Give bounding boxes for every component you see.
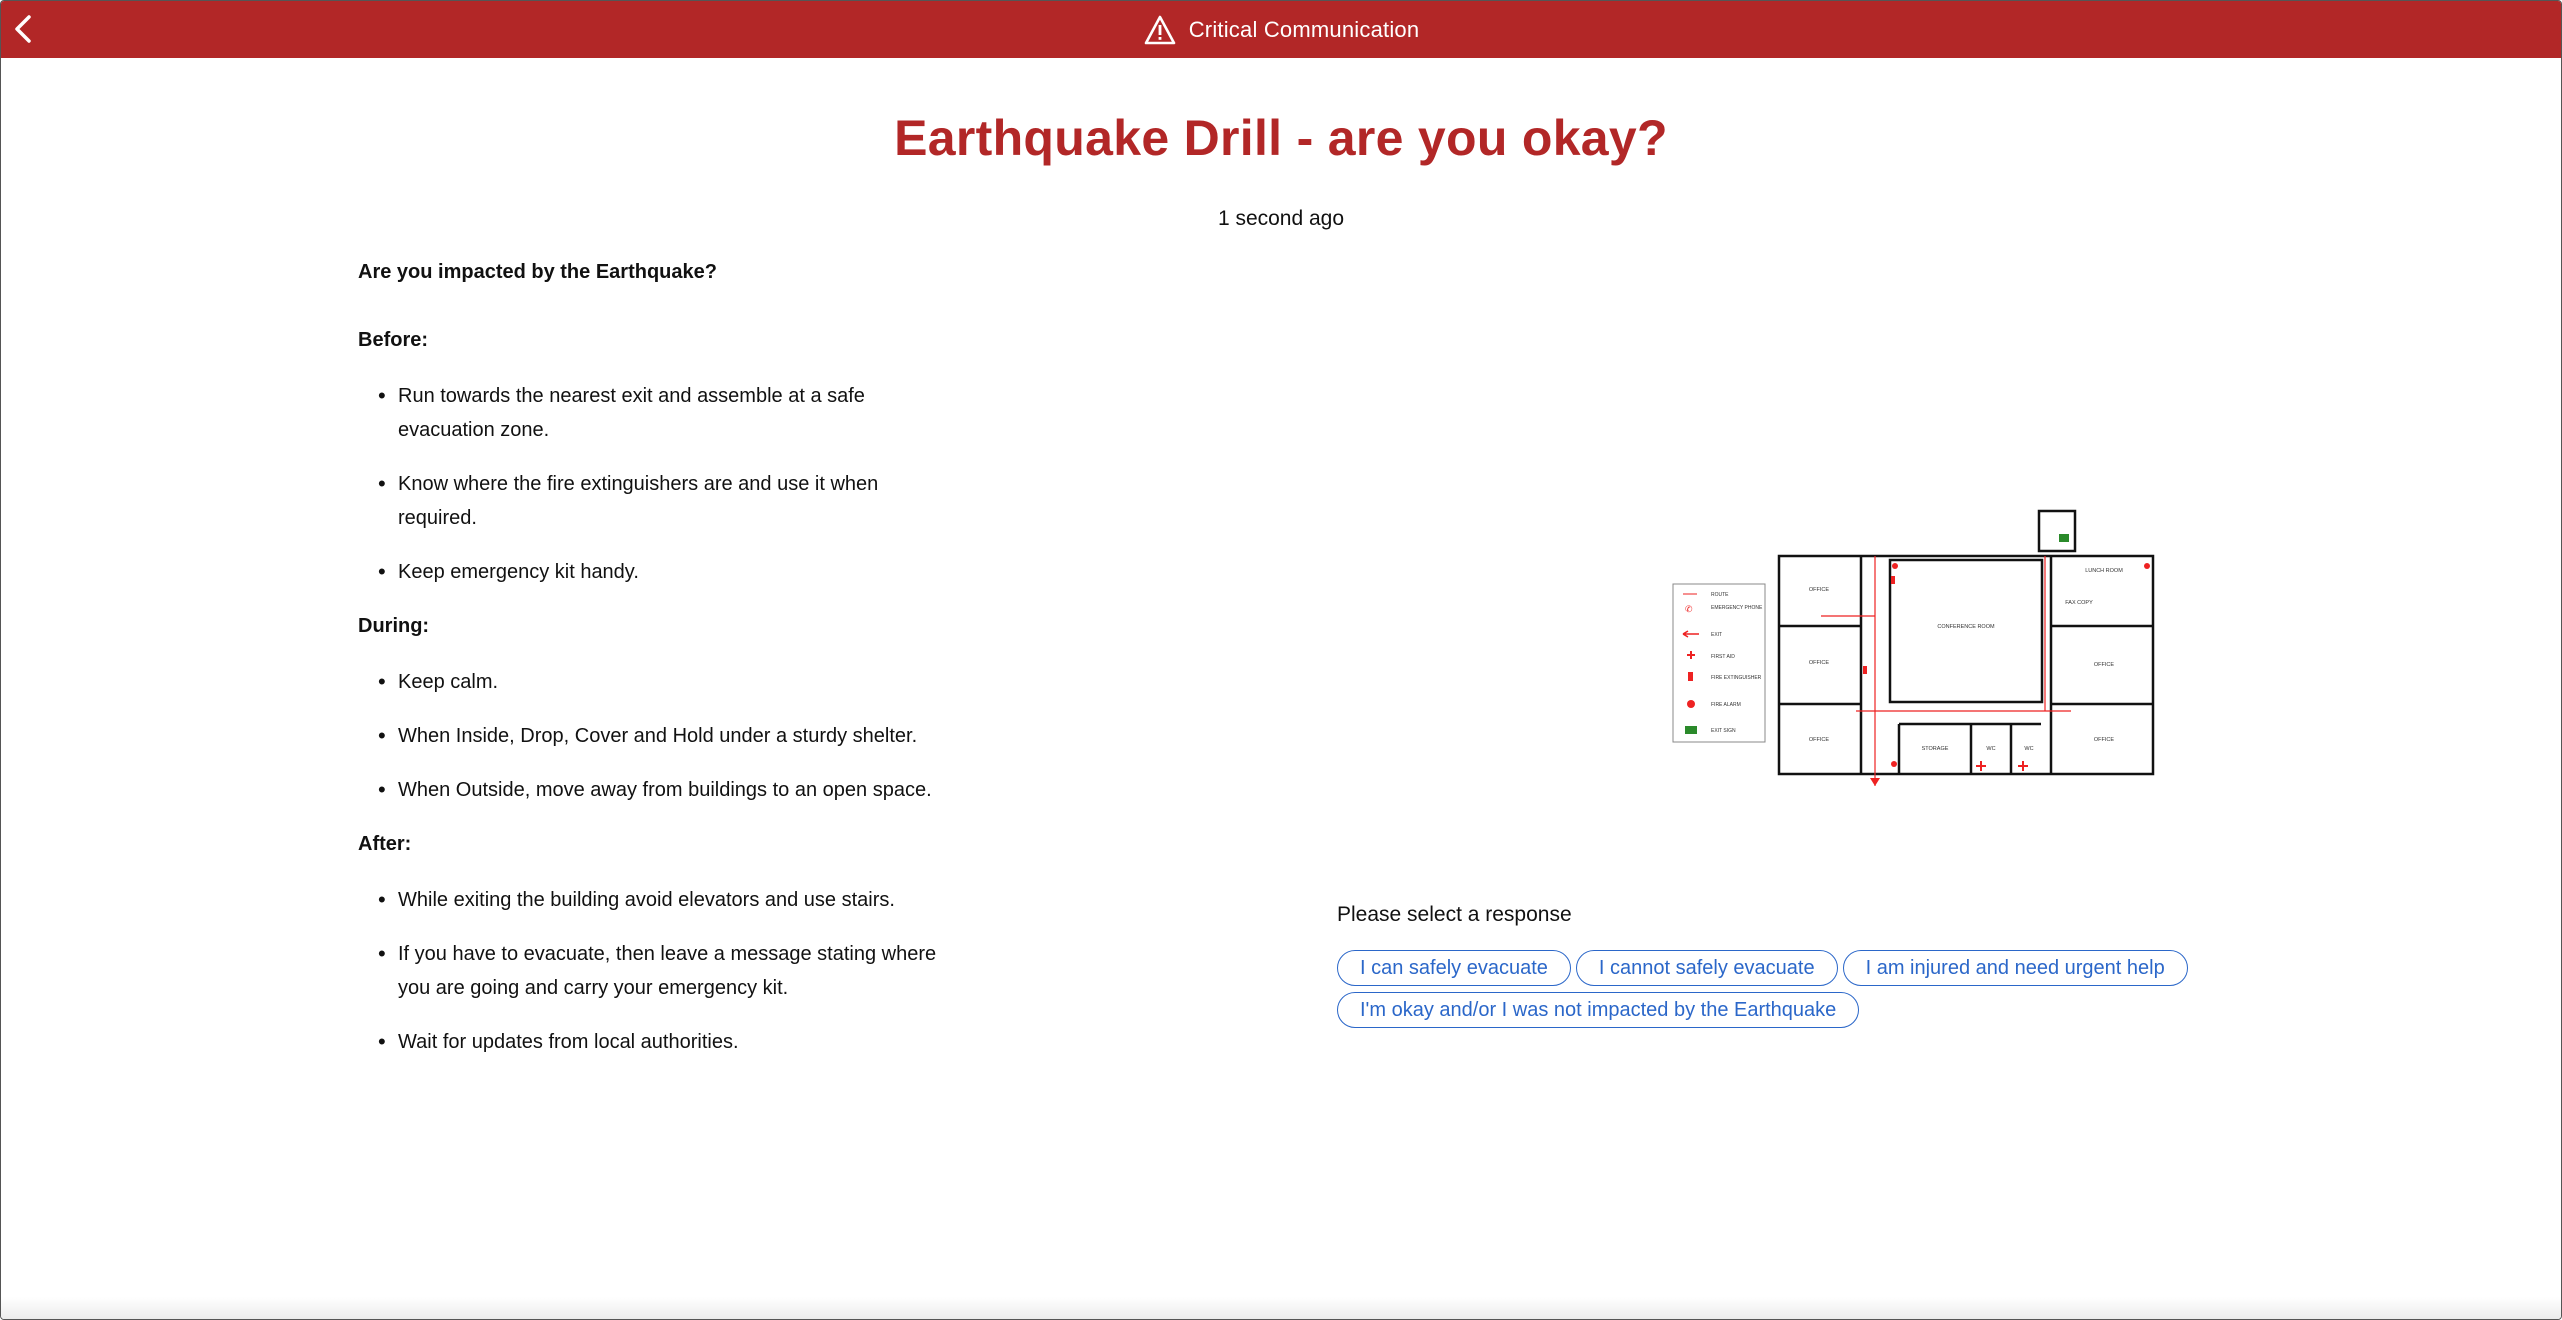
legend-label: FIRE ALARM xyxy=(1711,702,1741,708)
room-label: OFFICE xyxy=(1808,737,1830,743)
legend-label: EXIT SIGN xyxy=(1711,728,1736,734)
legend-label: ROUTE xyxy=(1711,592,1729,598)
bottom-edge xyxy=(1,1297,2561,1319)
legend-label: FIRE EXTINGUISHER xyxy=(1711,675,1762,681)
room-label: OFFICE xyxy=(2093,737,2115,743)
list-item: • Keep emergency kit handy. xyxy=(378,555,938,589)
room-label: LUNCH ROOM xyxy=(2085,568,2123,574)
list-item: • If you have to evacuate, then leave a message stating where you are going and carry your emergency kit. xyxy=(378,937,938,1005)
evacuation-floorplan-image xyxy=(1671,506,2161,796)
after-list xyxy=(378,883,958,1059)
room-label: WC xyxy=(1986,746,1996,752)
message-title: Earthquake Drill - are you okay? xyxy=(894,110,1668,166)
after-heading: After: xyxy=(358,833,412,855)
response-button-okay[interactable]: I'm okay and/or I was not impacted by the Earthquake xyxy=(1337,992,1859,1028)
response-prompt: Please select a response xyxy=(1337,903,1572,926)
list-item: • While exiting the building avoid elevators and use stairs. xyxy=(378,883,938,917)
message-body xyxy=(358,255,958,1079)
list-item: • When Inside, Drop, Cover and Hold under a sturdy shelter. xyxy=(378,719,938,753)
header-title-group xyxy=(1,1,2561,58)
during-list xyxy=(378,665,958,807)
before-list xyxy=(378,379,958,589)
list-item: • Wait for updates from local authorities. xyxy=(378,1025,938,1059)
warning-triangle-icon xyxy=(1143,14,1177,46)
room-label: OFFICE xyxy=(1808,587,1830,593)
list-item: • When Outside, move away from buildings to an open space. xyxy=(378,773,938,807)
room-label: CONFERENCE ROOM xyxy=(1937,624,1995,630)
during-heading: During: xyxy=(358,615,430,637)
legend-label: EXIT xyxy=(1711,632,1723,638)
list-item: • Know where the fire extinguishers are and use it when required. xyxy=(378,467,938,535)
list-item: • Keep calm. xyxy=(378,665,938,699)
response-button-can-evacuate[interactable]: I can safely evacuate xyxy=(1337,950,1571,986)
legend-label: FIRST AID xyxy=(1711,654,1735,660)
before-heading: Before: xyxy=(358,329,429,351)
header-title: Critical Communication xyxy=(1188,16,1420,42)
svg-text:✆: ✆ xyxy=(1685,604,1693,614)
room-label: WC xyxy=(2024,746,2034,752)
impact-question: Are you impacted by the Earthquake? xyxy=(358,261,717,283)
response-button-cannot-evacuate[interactable]: I cannot safely evacuate xyxy=(1576,950,1838,986)
response-options xyxy=(1337,950,2297,1028)
room-label: FAX COPY xyxy=(2065,600,2093,606)
room-label: OFFICE xyxy=(2093,662,2115,668)
room-label: OFFICE xyxy=(1808,660,1830,666)
legend-label: EMERGENCY PHONE xyxy=(1711,605,1763,611)
message-timestamp: 1 second ago xyxy=(1217,207,1345,230)
list-item: • Run towards the nearest exit and assemble at a safe evacuation zone. xyxy=(378,379,938,447)
header-bar xyxy=(1,1,2561,58)
response-button-injured[interactable]: I am injured and need urgent help xyxy=(1843,950,2188,986)
room-label: STORAGE xyxy=(1921,746,1949,752)
